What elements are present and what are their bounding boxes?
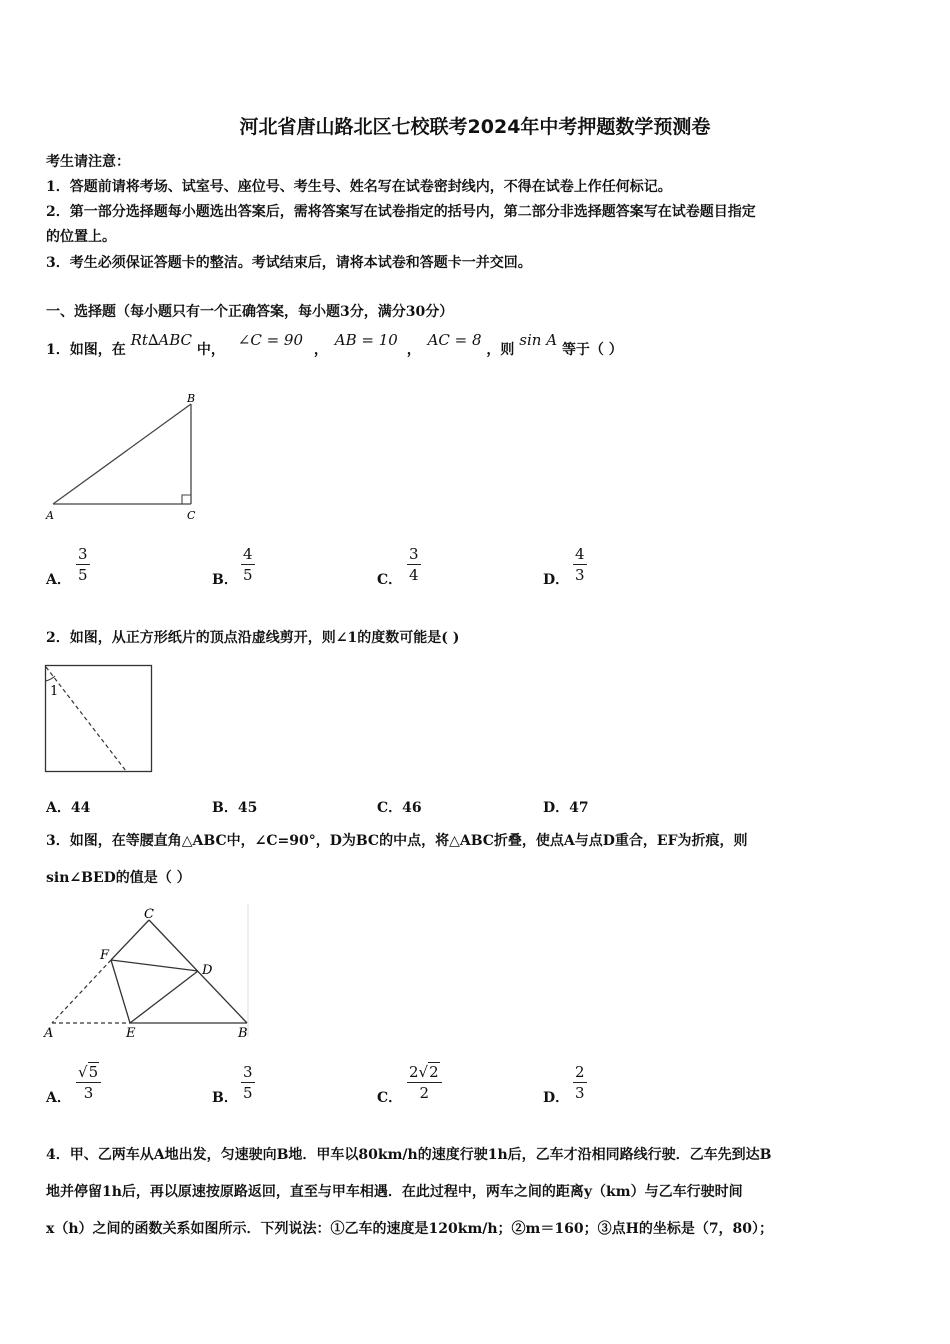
q2-cut-line	[46, 667, 126, 771]
q3-option-c-letter: C．	[377, 1090, 403, 1106]
q3-option-a-num: √5	[78, 1063, 99, 1081]
q3-option-c-coefficient: 2	[409, 1063, 419, 1081]
q1-option-c-letter: C．	[377, 572, 403, 588]
q2-square-figure	[44, 664, 156, 776]
q2-option-c-letter: C．	[377, 800, 403, 816]
q3-side-cf	[111, 920, 149, 960]
q1-mid: 中，	[196, 342, 225, 358]
q3-stem-line-2: sin∠BED的值是（ ）	[46, 870, 191, 886]
section-heading: 一、选择题（每小题只有一个正确答案，每小题3分，满分30分）	[46, 304, 454, 320]
q1-option-d-fraction	[573, 545, 587, 584]
q1-side-ab	[53, 404, 191, 504]
q3-stem-line-1: 3．如图，在等腰直角△ABC中，∠C=90°，D为BC的中点，将△ABC折叠，使点A与点D重合，EF为折痕，则	[46, 833, 748, 849]
page-title: 河北省唐山路北区七校联考2024年中考押题数学预测卷	[239, 116, 711, 138]
q3-label-d: D	[202, 963, 213, 978]
q1-condition-ac: AC = 8	[427, 331, 482, 349]
q1-target: sin A	[519, 331, 558, 349]
q3-option-d-num: 2	[575, 1063, 585, 1081]
q3-dashed-fa	[52, 960, 111, 1023]
q3-label-f: F	[100, 948, 110, 963]
q1-option-d-num: 4	[575, 545, 585, 563]
q3-option-c-den: 2	[419, 1084, 430, 1102]
q2-angle-arc	[46, 676, 55, 681]
q3-option-b-den: 5	[243, 1084, 253, 1102]
q4-stem-line-3: x（h）之间的函数关系如图所示．下列说法：①乙车的速度是120km/h；②m＝160；③点H的坐标是（7，80）；	[46, 1221, 774, 1237]
q1-option-a-letter: A．	[46, 572, 71, 588]
notice-item-2-line-1: 2．第一部分选择题每小题选出答案后，需将答案写在试卷指定的括号内，第二部分非选择题答案写在试卷题目指定	[46, 204, 756, 220]
q3-option-c-num: 2√2	[409, 1063, 439, 1081]
q1-option-b-fraction	[241, 545, 255, 584]
notice-heading: 考生请注意：	[46, 154, 130, 170]
q2-option-b	[212, 797, 257, 817]
q2-option-a-value: 44	[70, 800, 91, 816]
q1-option-d-den: 3	[575, 566, 585, 584]
q1-label-b: B	[187, 392, 196, 405]
q3-option-a-letter: A．	[46, 1090, 71, 1106]
q2-option-b-letter: B．	[212, 800, 238, 816]
q3-option-a-radicand: 5	[88, 1063, 99, 1081]
q1-suffix: 等于（ ）	[561, 342, 623, 358]
q4-stem-line-2: 地并停留1h后，再以原速按原路返回，直至与甲车相遇．在此过程中，两车之间的距离y（km）与乙车行驶时间	[46, 1184, 743, 1200]
q3-label-b: B	[238, 1026, 248, 1041]
q1-condition-ab: AB = 10	[334, 331, 398, 349]
q1-option-b-den: 5	[243, 566, 253, 584]
q1-triangle-figure	[40, 388, 210, 523]
q1-separator-2: ，	[406, 342, 421, 358]
q3-option-a-den: 3	[83, 1084, 94, 1102]
q1-label-c: C	[187, 509, 196, 522]
q3-option-c-radicand: 2	[429, 1063, 439, 1081]
q1-option-d-letter: D．	[543, 572, 570, 588]
q1-option-a-num: 3	[78, 545, 88, 563]
q1-option-a-fraction	[76, 545, 90, 584]
q2-option-c-value: 46	[402, 800, 422, 816]
q1-label-a: A	[46, 509, 54, 522]
q1-separator-1: ，	[313, 342, 328, 358]
q2-option-c	[377, 797, 422, 817]
q3-option-d-letter: D．	[543, 1090, 570, 1106]
q2-option-d-value: 47	[569, 800, 589, 816]
q3-option-b-fraction	[241, 1063, 255, 1102]
notice-item-2-line-2: 的位置上。	[46, 229, 116, 245]
q1-option-c-num: 3	[409, 545, 419, 563]
q3-option-c-fraction	[407, 1063, 442, 1102]
q1-then: ，则	[486, 342, 515, 358]
q2-square	[46, 666, 152, 772]
q1-option-b-letter: B．	[212, 572, 238, 588]
q2-option-d-letter: D．	[543, 800, 570, 816]
q1-option-a-den: 5	[78, 566, 88, 584]
q3-option-b-letter: B．	[212, 1090, 238, 1106]
q1-stem	[46, 331, 623, 360]
q1-prefix: 1．如图，在	[46, 342, 126, 358]
q3-segment-ed	[130, 971, 198, 1023]
q1-triangle: Rt∆ABC	[130, 331, 193, 349]
q3-option-b-num: 3	[243, 1063, 253, 1081]
q3-label-e: E	[126, 1026, 136, 1041]
q2-option-a	[46, 797, 90, 817]
q1-condition-angle: ∠C = 90	[237, 331, 304, 349]
q3-triangle-figure	[40, 902, 255, 1042]
q3-fold-ef	[111, 960, 130, 1023]
q3-option-d-fraction	[573, 1063, 587, 1102]
q2-option-d	[543, 797, 589, 817]
q3-label-a: A	[44, 1026, 54, 1041]
q2-option-a-letter: A．	[46, 800, 71, 816]
q1-option-c-fraction	[407, 545, 421, 584]
q2-angle-label: 1	[50, 684, 59, 699]
q2-option-b-value: 45	[237, 800, 258, 816]
q3-segment-fd	[111, 960, 198, 971]
q3-option-a-fraction	[76, 1063, 101, 1102]
q4-stem-line-1: 4．甲、乙两车从A地出发，匀速驶向B地．甲车以80km/h的速度行驶1h后，乙车才沿相同路线行驶．乙车先到达B	[46, 1147, 772, 1163]
q2-stem: 2．如图，从正方形纸片的顶点沿虚线剪开，则∠1的度数可能是( )	[46, 630, 460, 646]
notice-item-3: 3．考生必须保证答题卡的整洁。考试结束后，请将本试卷和答题卡一并交回。	[46, 255, 532, 271]
q3-label-c: C	[144, 907, 154, 922]
q1-option-b-num: 4	[243, 545, 253, 563]
q1-right-angle-mark	[182, 495, 191, 504]
q1-option-c-den: 4	[409, 566, 419, 584]
q3-option-d-den: 3	[575, 1084, 585, 1102]
notice-item-1: 1．答题前请将考场、试室号、座位号、考生号、姓名写在试卷密封线内，不得在试卷上作任何标记。	[46, 179, 672, 195]
